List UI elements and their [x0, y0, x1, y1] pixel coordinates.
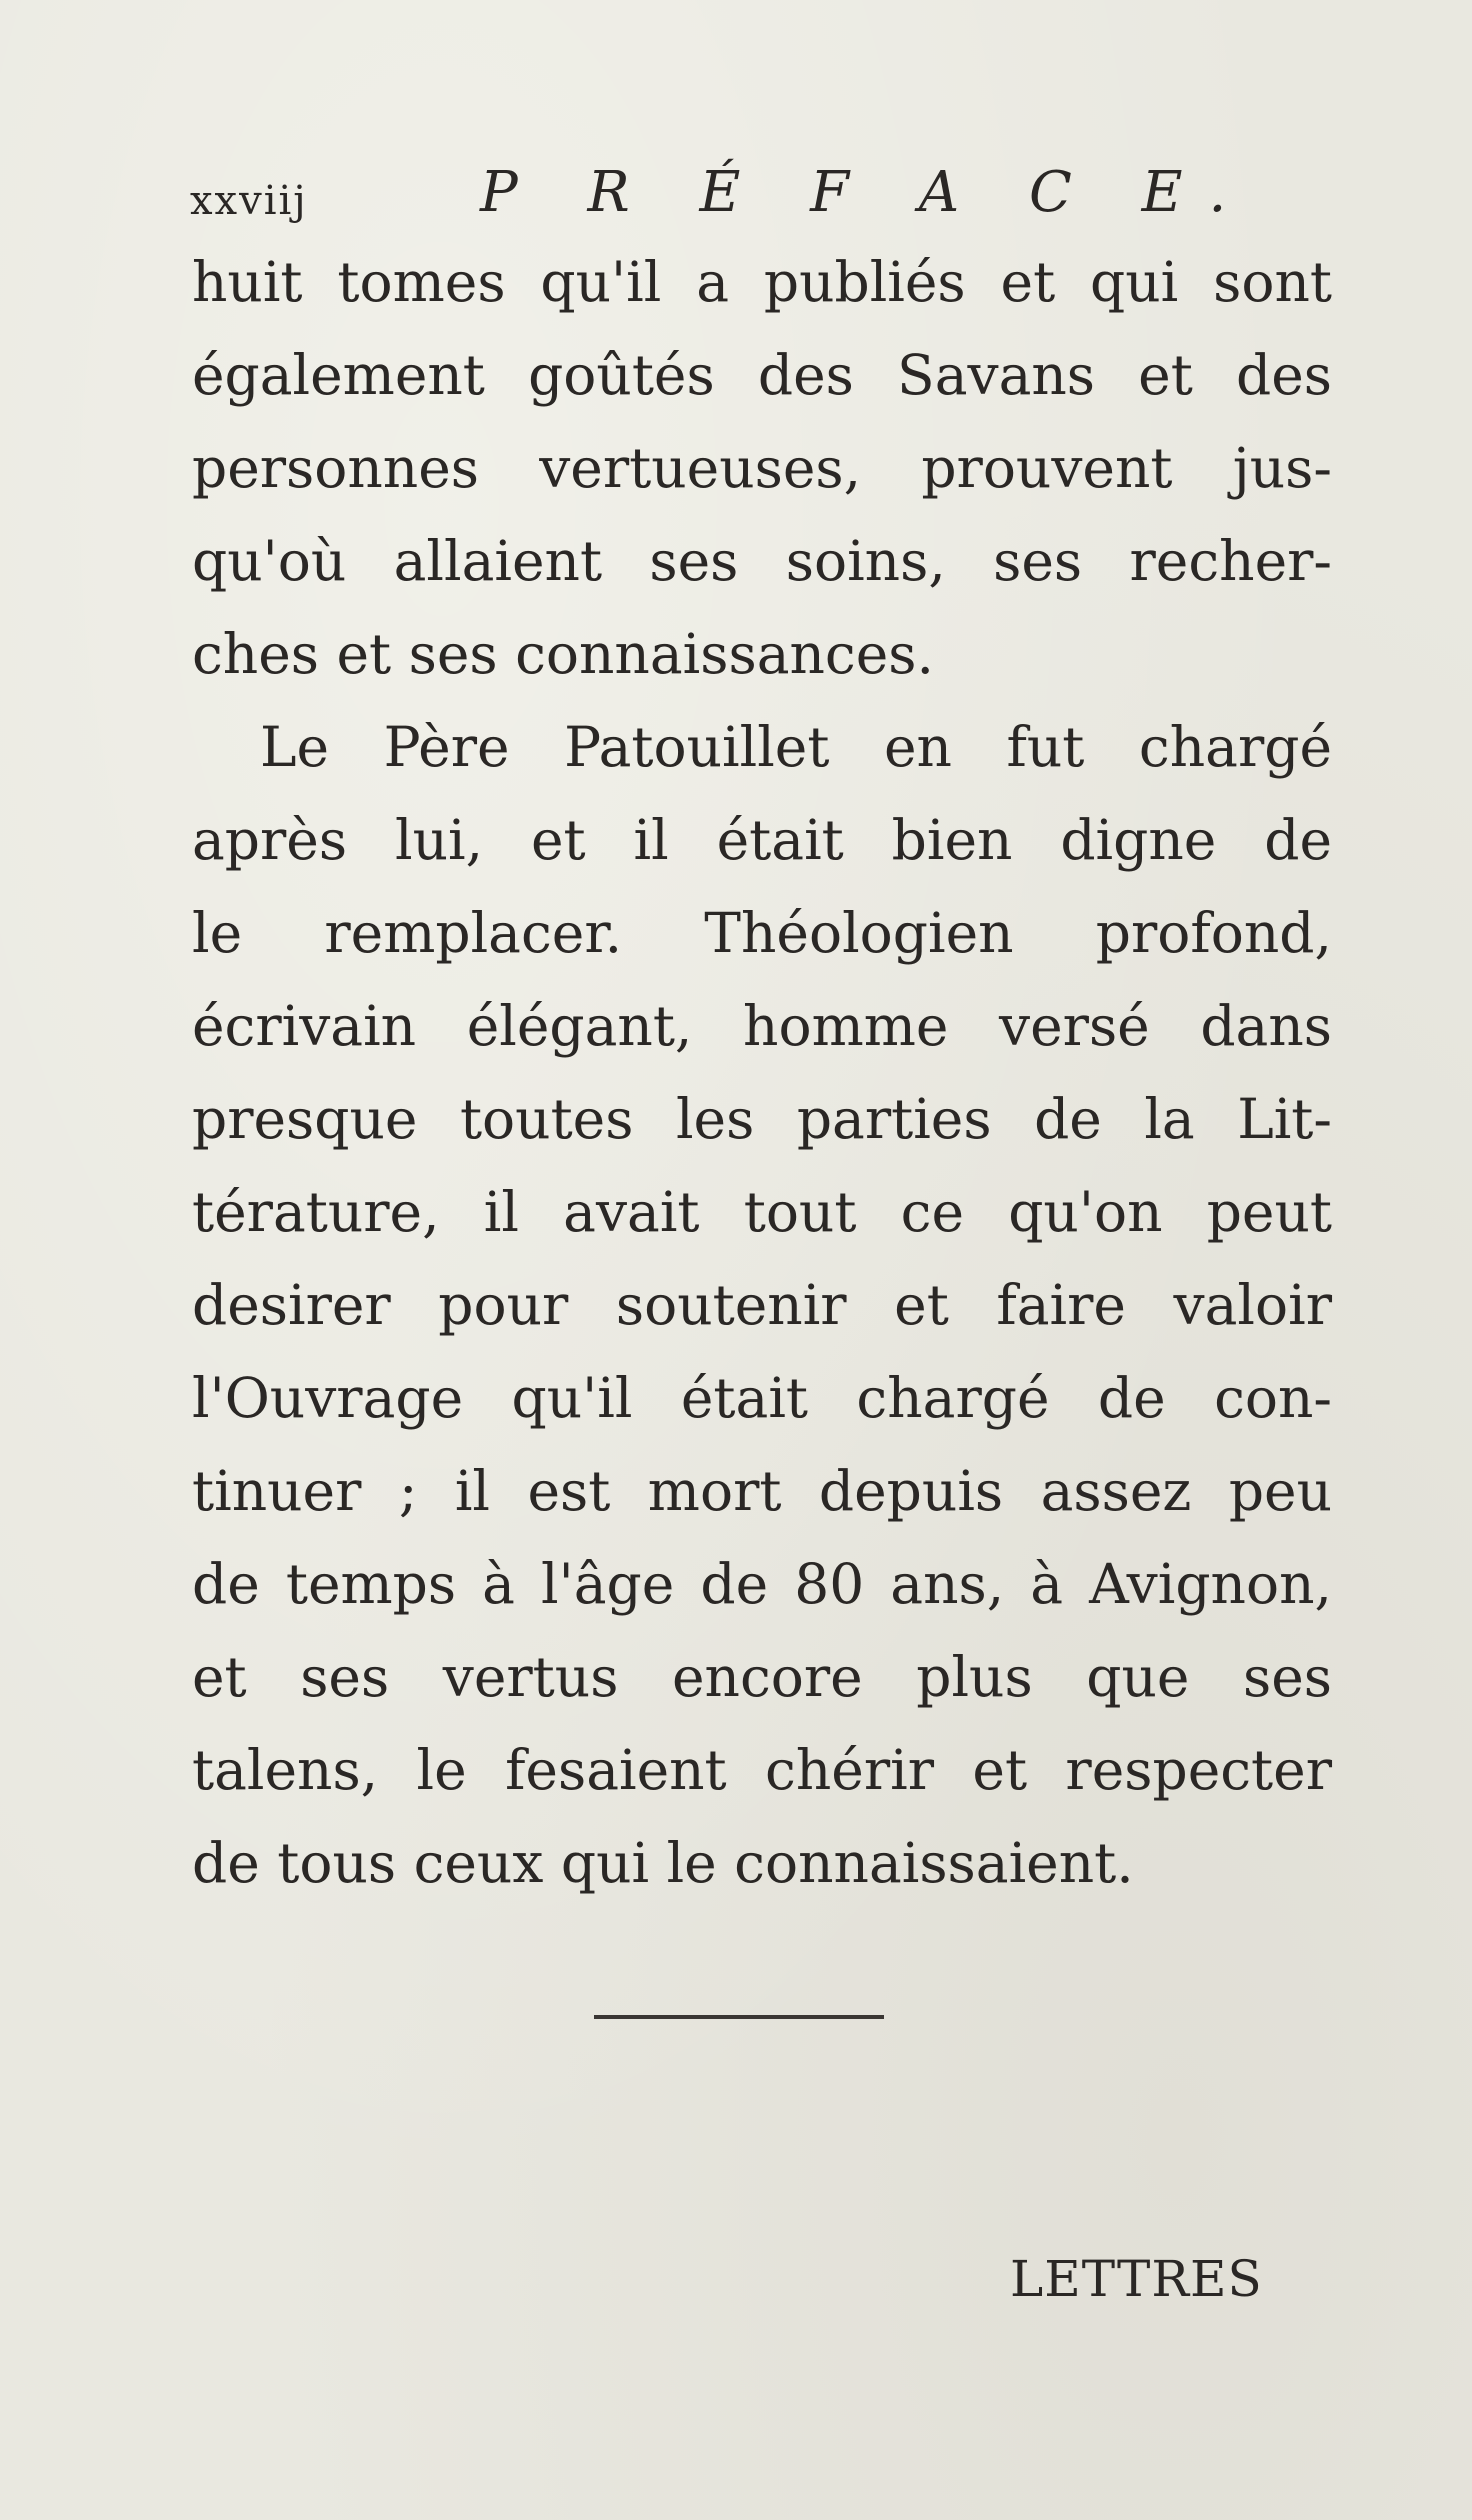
- text-line: après lui, et il était bien digne de: [192, 808, 1332, 872]
- text-line: Le Père Patouillet en fut chargé: [260, 715, 1332, 779]
- text-line: huit tomes qu'il a publiés et qui sont: [192, 250, 1332, 314]
- text-line: écrivain élégant, homme versé dans: [192, 994, 1332, 1058]
- running-title: P R É F A C E.: [480, 160, 1253, 225]
- text-line: ches et ses connaissances.: [192, 622, 934, 686]
- catchword: LETTRES: [1010, 2250, 1263, 2308]
- section-divider: [594, 2015, 884, 2019]
- page-number: xxviij: [190, 178, 308, 224]
- running-head: [190, 160, 1330, 230]
- text-line: de temps à l'âge de 80 ans, à Avignon,: [192, 1552, 1332, 1616]
- text-line: l'Ouvrage qu'il était chargé de con-: [192, 1366, 1332, 1430]
- text-line: talens, le fesaient chérir et respecter: [192, 1738, 1332, 1802]
- text-line: de tous ceux qui le connaissaient.: [192, 1831, 1134, 1895]
- text-line: presque toutes les parties de la Lit-: [192, 1087, 1332, 1151]
- text-line: également goûtés des Savans et des: [192, 343, 1332, 407]
- text-line: personnes vertueuses, prouvent jus-: [192, 436, 1332, 500]
- text-line: tinuer ; il est mort depuis assez peu: [192, 1459, 1332, 1523]
- text-line: qu'où allaient ses soins, ses recher-: [192, 529, 1332, 593]
- body-text: [192, 236, 1332, 1910]
- text-line: le remplacer. Théologien profond,: [192, 901, 1332, 965]
- text-line: térature, il avait tout ce qu'on peut: [192, 1180, 1332, 1244]
- text-line: et ses vertus encore plus que ses: [192, 1645, 1332, 1709]
- text-line: desirer pour soutenir et faire valoir: [192, 1273, 1332, 1337]
